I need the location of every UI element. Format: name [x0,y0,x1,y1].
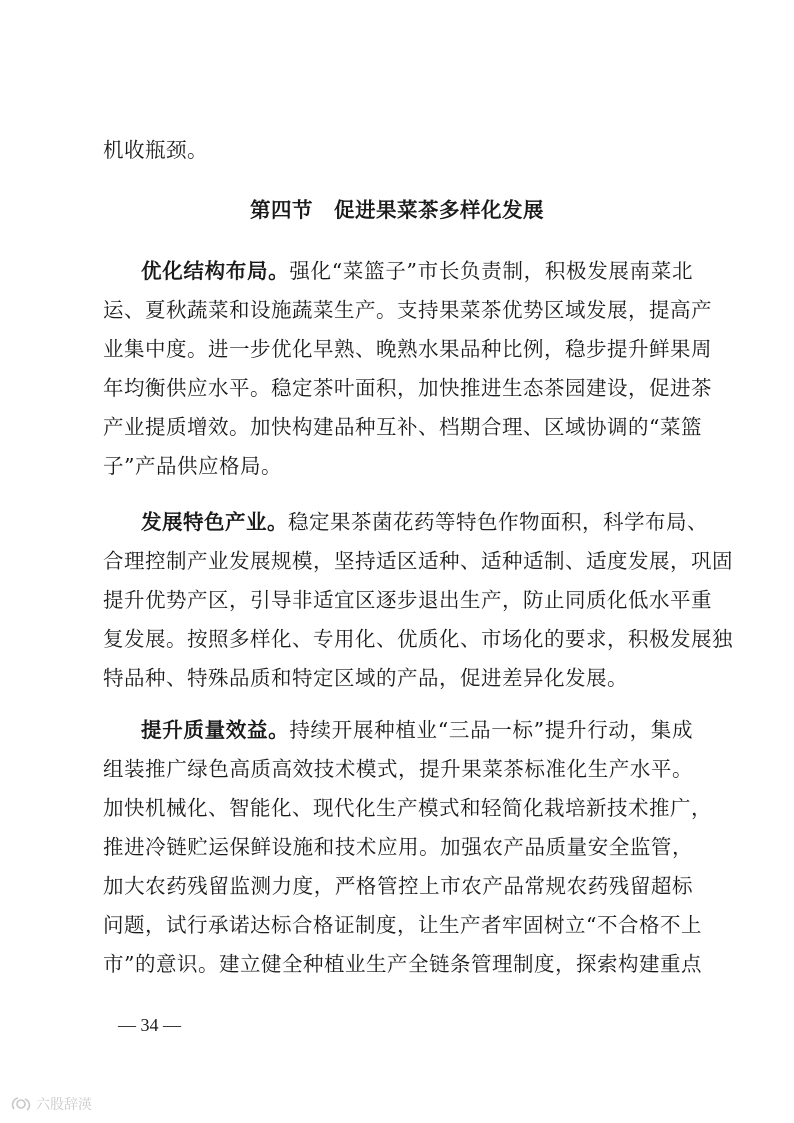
paragraph-3-text: 持续开展种植业“三品一标”提升行动，集成 [289,718,693,742]
carryover-line: 机收瓶颈。 [103,138,208,162]
page-number: — 34 — [118,1015,181,1035]
paragraph-2-line-1 [141,510,708,534]
watermark [10,1094,92,1114]
paragraph-3-line-7: 市”的意识。建立健全种植业生产全链条管理制度，探索构建重点 [103,952,702,976]
paragraph-1-line-4: 年均衡供应水平。稳定茶叶面积，加快推进生态茶园建设，促进茶 [103,376,712,400]
paragraph-3-line-4: 推进冷链贮运保鲜设施和技术应用。加强农产品质量安全监管， [103,835,693,859]
paragraph-3-line-3: 加快机械化、智能化、现代化生产模式和轻简化栽培新技术推广， [103,796,712,820]
paragraph-3-lead: 提升质量效益。 [141,718,290,742]
watermark-logo-icon [10,1095,32,1113]
paragraph-3-line-2: 组装推广绿色高质高效技术模式，提升果菜茶标准化生产水平。 [103,757,693,781]
paragraph-2-lead: 发展特色产业。 [141,510,288,534]
paragraph-1-line-3: 业集中度。进一步优化早熟、晚熟水果品种比例，稳步提升鲜果周 [103,337,712,361]
paragraph-2-line-2: 合理控制产业发展规模，坚持适区适种、适种适制、适度发展，巩固 [103,549,733,573]
paragraph-1-line-1 [141,259,693,283]
paragraph-1-text: 强化“菜篮子”市长负责制，积极发展南菜北 [289,259,693,283]
paragraph-2-text: 稳定果茶菌花药等特色作物面积，科学布局、 [288,510,708,534]
watermark-text: 六股辞渶 [36,1097,92,1113]
paragraph-1-line-5: 产业提质增效。加快构建品种互补、档期合理、区域协调的“菜篮 [103,415,702,439]
paragraph-1-lead: 优化结构布局。 [141,259,290,283]
paragraph-3-line-1 [141,718,693,742]
paragraph-1-line-6: 子”产品供应格局。 [103,454,282,478]
paragraph-1-line-2: 运、夏秋蔬菜和设施蔬菜生产。支持果菜茶优势区域发展，提高产 [103,298,712,322]
paragraph-2-line-3: 提升优势产区，引导非适宜区逐步退出生产，防止同质化低水平重 [103,588,712,612]
paragraph-3-line-6: 问题，试行承诺达标合格证制度，让生产者牢固树立“不合格不上 [103,913,702,937]
paragraph-2-line-5: 特品种、特殊品质和特定区域的产品，促进差异化发展。 [103,666,628,690]
paragraph-2-line-4: 复发展。按照多样化、专用化、优质化、市场化的要求，积极发展独 [103,627,733,651]
section-title: 第四节 促进果菜茶多样化发展 [250,198,544,222]
paragraph-3-line-5: 加大农药残留监测力度，严格管控上市农产品常规农药残留超标 [103,874,693,898]
